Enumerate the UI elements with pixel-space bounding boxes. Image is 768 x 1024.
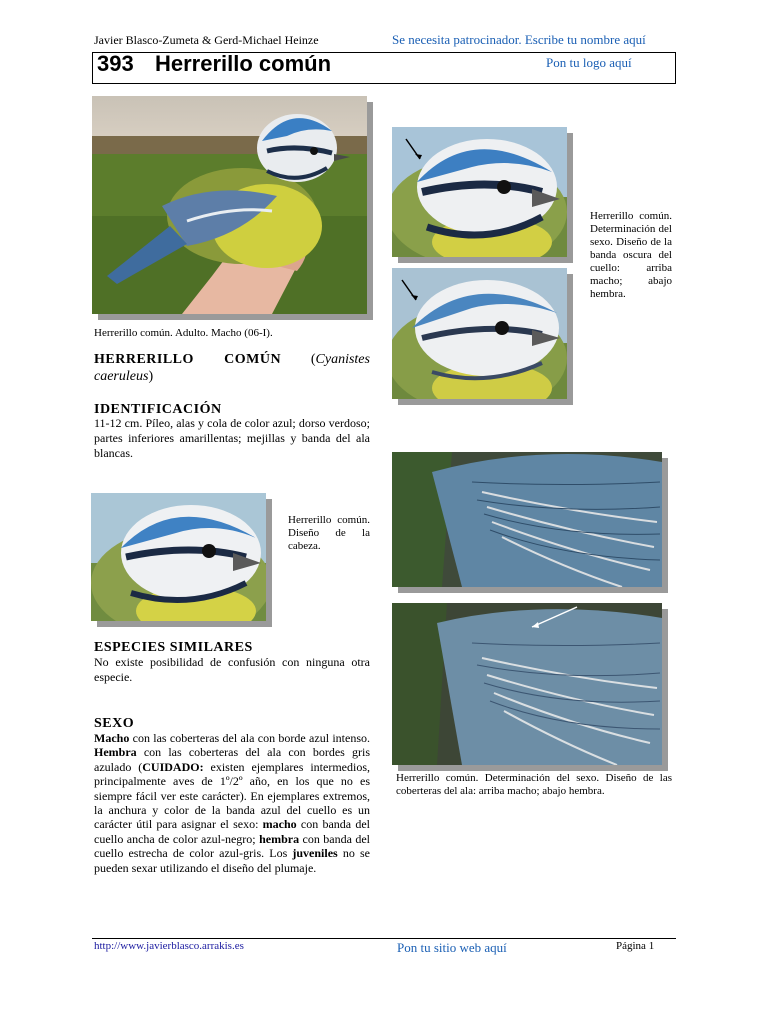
logo-placeholder[interactable]: Pon tu logo aquí <box>546 55 632 70</box>
similar-species-heading: ESPECIES SIMILARES <box>94 640 253 655</box>
footer-url-link[interactable]: http://www.javierblasco.arrakis.es <box>94 940 244 952</box>
head-design-photo <box>91 493 266 621</box>
footer-divider <box>92 938 676 939</box>
sex-text-part: con las coberteras del ala con bordes gris azulado ( <box>94 745 370 774</box>
page-number: Página 1 <box>616 940 655 952</box>
sex-term-juveniles: juveniles <box>292 846 338 861</box>
male-head-photo <box>392 127 567 257</box>
caption-main-photo: Herrerillo común. Adulto. Macho (06-I). <box>94 327 273 339</box>
main-bird-photo <box>92 96 367 314</box>
male-wing-photo <box>392 452 662 587</box>
species-number: 393 <box>97 51 134 76</box>
sponsor-link[interactable]: Se necesita patrocinador. Escribe tu nombre aquí <box>392 32 646 47</box>
sex-term-male: Macho <box>94 731 130 745</box>
sex-text-part: con las coberteras del ala con borde azul intenso. <box>129 731 370 745</box>
similar-species-text: No existe posibilidad de confusión con ninguna otra especie. <box>94 655 370 684</box>
sex-term-caution: CUIDADO: <box>142 759 204 774</box>
sex-text-part: no se pueden sexar utilizando el diseño del plumaje. <box>94 846 370 875</box>
sex-text <box>94 731 370 875</box>
identification-heading: IDENTIFICACIÓN <box>94 402 222 417</box>
caption-head-design: Herrerillo común. Diseño de la cabeza. <box>288 514 370 552</box>
sex-text-part: con banda del cuello estrecha de color azul-gris. Los <box>94 831 371 861</box>
female-head-photo <box>392 268 567 399</box>
sex-term-male: macho <box>262 817 297 832</box>
female-wing-photo <box>392 603 662 765</box>
sex-heading: SEXO <box>94 716 135 731</box>
common-name: HERRERILLO COMÚN <box>94 352 282 367</box>
sex-text-part: con banda del cuello ancha de color azul-negro; <box>94 817 370 846</box>
sex-text-part: existen ejemplares intermedios, principalmente aves de 1º/2º año, en los que no es siempre fácil ver este carácter). En ejemplares extremos, la anchura y color de la banda azul del cuello es un carácter útil para asignar el sexo: <box>94 759 370 832</box>
sex-term-female: hembra <box>259 831 300 846</box>
scientific-name: Cyanistes caeruleus <box>94 352 370 384</box>
caption-wings: Herrerillo común. Determinación del sexo. Diseño de las coberteras del ala: arriba macho; abajo hembra. <box>396 772 672 797</box>
caption-sex-heads: Herrerillo común. Determinación del sexo. Diseño de la banda oscura del cuello: arriba macho; abajo hembra. <box>590 210 672 300</box>
authors: Javier Blasco-Zumeta & Gerd-Michael Heinze <box>94 33 319 47</box>
sex-term-female: Hembra <box>94 745 137 760</box>
footer-website-placeholder[interactable]: Pon tu sitio web aquí <box>397 940 507 955</box>
species-heading: HERRERILLO COMÚN (Cyanistes caeruleus) <box>94 352 370 384</box>
identification-text: 11-12 cm. Píleo, alas y cola de color azul; dorso verdoso; partes inferiores amarillentas; mejillas y banda del ala blancas. <box>94 416 370 460</box>
page-title: Herrerillo común <box>155 51 332 76</box>
